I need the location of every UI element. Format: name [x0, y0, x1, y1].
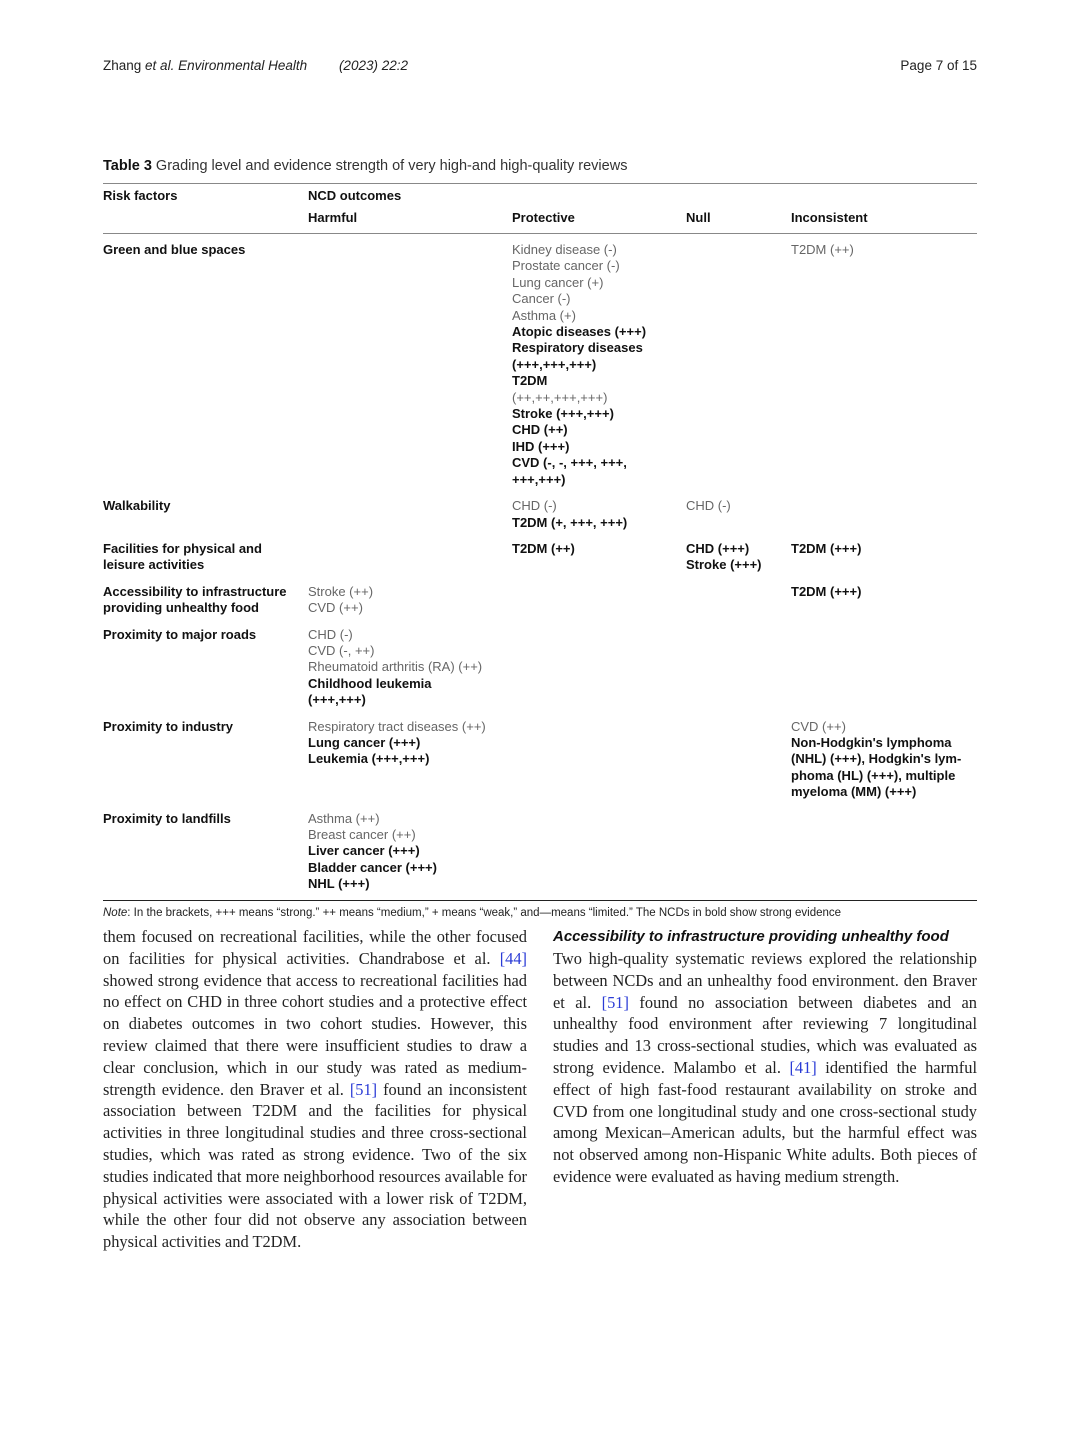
inconsistent-cell	[791, 714, 977, 806]
outcome-entry: Non-Hodgkin's lymphoma	[791, 734, 952, 750]
outcome-entry: Breast cancer (++)	[308, 827, 416, 842]
table-row	[103, 234, 977, 494]
protective-cell	[512, 234, 686, 494]
table-row	[103, 806, 977, 900]
col-header-group: NCD outcomes	[308, 188, 402, 203]
citation-link[interactable]: [44]	[499, 948, 527, 968]
risk-factor-cell: Green and blue spaces	[103, 242, 246, 257]
outcome-entry: Leukemia (+++,+++)	[308, 751, 430, 767]
table-3	[103, 158, 977, 919]
outcome-entry: CVD (-, -, +++, +++,	[512, 455, 627, 471]
citation-link[interactable]: [51]	[349, 1079, 378, 1099]
left-para-part: them focused on recreational facilities, while the other focused on facilities for physical activities. Chandrabose et al.	[103, 927, 527, 968]
outcome-entry: T2DM (+++)	[791, 583, 862, 599]
outcome-entry: NHL (+++)	[308, 876, 370, 892]
outcome-entry: T2DM (+++)	[791, 540, 862, 556]
col-header-risk: Risk factors	[103, 188, 178, 203]
body-column-left	[103, 926, 527, 1253]
outcome-entry: CHD (-)	[686, 498, 731, 514]
outcome-entry: Bladder cancer (+++)	[308, 859, 437, 875]
table-caption	[103, 158, 977, 174]
table-bottom-rule	[103, 900, 977, 901]
outcome-entry: Atopic diseases (+++)	[512, 324, 647, 340]
outcome-entry: T2DM (++)	[791, 242, 854, 257]
protective-cell	[512, 536, 686, 579]
col-header-harmful: Harmful	[308, 210, 358, 225]
null-cell	[686, 806, 791, 900]
null-cell	[686, 579, 791, 622]
table-body	[103, 234, 977, 900]
right-para-part: found no association between diabetes and an unhealthy food environment after reviewing 7 longitudinal studies and 13 cross-sectional studies, which was evaluated as strong evidence. Malambo et al.	[553, 992, 977, 1077]
table-row	[103, 714, 977, 806]
outcome-entry: phoma (HL) (+++), multiple	[791, 767, 956, 783]
protective-cell	[512, 714, 686, 806]
page-number: Page 7 of 15	[900, 58, 977, 73]
table-row	[103, 622, 977, 714]
outcome-entry: Respiratory tract diseases (++)	[308, 718, 486, 734]
outcome-entry: Asthma (+)	[512, 307, 576, 323]
risk-factor-cell: Proximity to industry	[103, 718, 234, 734]
col-header-inconsistent: Inconsistent	[791, 210, 868, 225]
outcome-entry: CVD (++)	[791, 718, 846, 734]
outcome-entry: Stroke (++)	[308, 583, 374, 599]
null-cell	[686, 536, 791, 579]
body-column-right	[553, 926, 977, 1188]
inconsistent-cell	[791, 806, 977, 900]
outcome-entry: (NHL) (+++), Hodgkin's lym-	[791, 751, 962, 767]
table-caption-text: Grading level and evidence strength of very high-and high-quality reviews	[155, 158, 628, 174]
running-header	[103, 58, 408, 73]
outcome-entry: Cancer (-)	[512, 291, 571, 307]
harmful-cell	[308, 579, 512, 622]
outcome-entry: CVD (-, ++)	[308, 642, 375, 658]
outcome-entry: Lung cancer (+++)	[308, 734, 421, 750]
inconsistent-cell	[791, 234, 977, 494]
outcome-entry: (+++,+++)	[308, 692, 366, 708]
outcome-entry: T2DM (++)	[512, 540, 575, 556]
inconsistent-cell	[791, 579, 977, 622]
outcome-entry: Kidney disease (-)	[512, 242, 617, 257]
risk-factor-cell: Facilities for physical and leisure activities	[103, 540, 262, 573]
risk-factor-cell: Proximity to major roads	[103, 626, 257, 642]
evidence-table	[103, 184, 977, 900]
null-cell	[686, 714, 791, 806]
harmful-cell	[308, 493, 512, 536]
citation-link[interactable]: [41]	[789, 1057, 817, 1077]
outcome-entry: Lung cancer (+)	[512, 274, 604, 290]
right-para-part: Two high-quality systematic reviews explored the relationship between NCDs and an unhealthy food environment. den Braver et al.	[553, 949, 977, 1012]
protective-cell	[512, 493, 686, 536]
harmful-cell	[308, 806, 512, 900]
outcome-entry: Rheumatoid arthritis (RA) (++)	[308, 659, 483, 675]
outcome-entry: Asthma (++)	[308, 810, 380, 826]
outcome-entry: Respiratory diseases	[512, 340, 643, 356]
outcome-entry: Liver cancer (+++)	[308, 843, 420, 859]
col-header-protective: Protective	[512, 210, 575, 225]
table-label: Table 3	[103, 158, 152, 174]
table-row	[103, 493, 977, 536]
left-para-part: found an inconsistent association between T2DM and the facilities for physical activities in three longitudinal studies and three cross-sectional studies, which was rated as strong evidence. Two of the six studies indicated that more neighborhood resources available for physical activities were associated with a lower risk of T2DM, while the other four did not observe any association between physical activities and T2DM.	[103, 1079, 527, 1252]
table-note-text: : In the brackets, +++ means “strong.” ++ means “medium,” + means “weak,” and—means “limited.” The NCDs in bold show strong evidence	[127, 906, 842, 919]
outcome-entry: Childhood leukemia	[308, 675, 432, 691]
protective-cell	[512, 806, 686, 900]
outcome-entry: CHD (+++)	[686, 540, 750, 556]
outcome-entry: T2DM	[512, 373, 548, 389]
outcome-entry: Stroke (+++)	[686, 557, 762, 573]
table-note-label: Note	[103, 906, 128, 919]
harmful-cell	[308, 622, 512, 714]
section-heading: Accessibility to infrastructure providing unhealthy food	[553, 928, 949, 945]
table-row	[103, 579, 977, 622]
null-cell	[686, 622, 791, 714]
inconsistent-cell	[791, 536, 977, 579]
outcome-entry: CVD (++)	[308, 600, 363, 616]
right-para-part: identified the harmful effect of high fast-food restaurant availability on stroke and CVD from one longitudinal study and one cross-sectional study among Mexican–American adults, but the harmful effect was not observed among non-Hispanic White adults. Both pieces of evidence were evaluated as having medium strength.	[553, 1057, 977, 1186]
inconsistent-cell	[791, 622, 977, 714]
null-cell	[686, 493, 791, 536]
outcome-entry: Stroke (+++,+++)	[512, 406, 614, 422]
col-header-null: Null	[686, 210, 711, 225]
header-authors: Zhang	[103, 58, 142, 73]
header-year-issue: (2023) 22:2	[338, 58, 408, 73]
harmful-cell	[308, 234, 512, 494]
outcome-entry: (+++,+++,+++)	[512, 356, 597, 372]
risk-factor-cell: Accessibility to infrastructure providing unhealthy food	[103, 583, 287, 616]
table-row	[103, 536, 977, 579]
null-cell	[686, 234, 791, 494]
outcome-entry: IHD (+++)	[512, 438, 570, 454]
outcome-entry: CHD (-)	[308, 626, 353, 642]
header-et-al: et al.	[145, 58, 175, 73]
outcome-entry: (++,++,+++,+++)	[512, 389, 608, 405]
risk-factor-cell: Proximity to landfills	[103, 810, 231, 826]
outcome-entry: +++,+++)	[512, 471, 566, 487]
protective-cell	[512, 622, 686, 714]
outcome-entry: Prostate cancer (-)	[512, 258, 620, 274]
risk-factor-cell: Walkability	[103, 498, 171, 514]
protective-cell	[512, 579, 686, 622]
table-note	[103, 907, 977, 919]
harmful-cell	[308, 536, 512, 579]
outcome-entry: CHD (-)	[512, 498, 557, 514]
left-para-part: showed strong evidence that access to recreational facilities had no effect on CHD in three cohort studies and a protective effect on diabetes outcomes in two cohort studies. However, this review claimed that there were insufficient studies to draw a clear conclusion, which in our study was rated as medium-strength evidence. den Braver et al.	[103, 970, 527, 1099]
outcome-entry: myeloma (MM) (+++)	[791, 784, 917, 800]
outcome-entry: T2DM (+, +++, +++)	[512, 514, 628, 530]
harmful-cell	[308, 714, 512, 806]
header-journal: Environmental Health	[178, 58, 308, 73]
citation-link[interactable]: [51]	[601, 992, 629, 1012]
outcome-entry: CHD (++)	[512, 422, 568, 438]
inconsistent-cell	[791, 493, 977, 536]
